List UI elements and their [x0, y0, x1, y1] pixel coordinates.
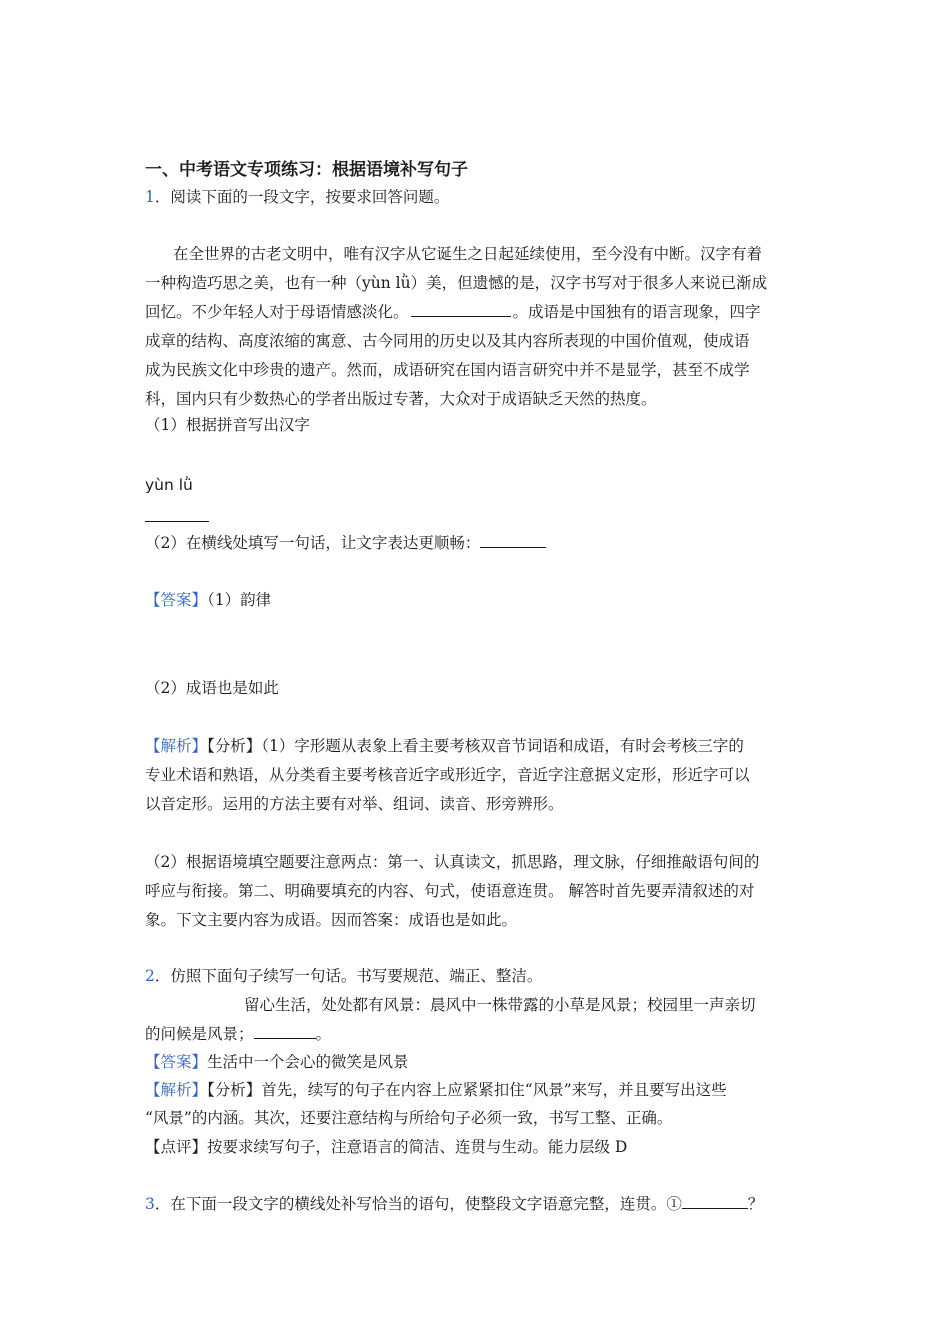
- pinyin: yùn lǜ: [145, 476, 193, 494]
- analysis-line: 专业术语和熟语，从分类看主要考核音近字或形近字，音近字注意据义定形，形近字可以: [145, 766, 750, 784]
- answer-2: （2）成语也是如此: [145, 679, 279, 697]
- answer-blank: [145, 521, 209, 522]
- passage-line: 科，国内只有少数热心的学者出版过专著，大众对于成语缺乏天然的热度。: [145, 390, 657, 408]
- blank-line: [682, 1194, 748, 1209]
- question-2-text: 留心生活，处处都有风景：晨风中一株带露的小草是风景；校园里一声亲切: [244, 996, 756, 1014]
- blank-line: [254, 1024, 316, 1039]
- question-number: 1: [145, 188, 155, 206]
- question-1-prompt: 1．阅读下面的一段文字，按要求回答问题。: [145, 188, 450, 206]
- passage-line: 成章的结构、高度浓缩的寓意、古今同用的历史以及其内容所表现的中国价值观，使成语: [145, 332, 750, 350]
- passage-line: 回忆。不少年轻人对于母语情感淡化。 。成语是中国独有的语言现象，四字: [145, 303, 761, 321]
- analysis-tag: 【解析】: [145, 1081, 208, 1099]
- comment-line: 【点评】按要求续写句子，注意语言的简洁、连贯与生动。能力层级 D: [145, 1138, 628, 1156]
- question-number: 3: [145, 1195, 155, 1213]
- passage-line: 在全世界的古老文明中，唯有汉字从它诞生之日起延续使用，至今没有中断。汉字有着: [173, 245, 763, 263]
- question-2-text: 的问候是风景； 。: [145, 1025, 332, 1043]
- answer: 【答案】生活中一个会心的微笑是风景: [145, 1053, 409, 1071]
- answer-tag: 【答案】: [145, 591, 208, 609]
- analysis-line: 象。下文主要内容为成语。因而答案：成语也是如此。: [145, 911, 518, 929]
- analysis-line: 【解析】【分析】（1）字形题从表象上看主要考核双音节词语和成语，有时会考核三字的: [145, 737, 744, 755]
- question-3-prompt: 3．在下面一段文字的横线处补写恰当的语句，使整段文字语意完整，连贯。① ？: [145, 1195, 764, 1213]
- section-title: 一、中考语文专项练习：根据语境补写句子: [145, 160, 468, 180]
- sub-question-2: （2）在横线处填写一句话，让文字表达更顺畅：: [145, 533, 546, 553]
- question-2-prompt: 2．仿照下面句子续写一句话。书写要规范、端正、整洁。: [145, 967, 543, 985]
- answer-tag: 【答案】: [145, 1053, 208, 1071]
- answer-1: 【答案】（1）韵律: [145, 591, 272, 609]
- analysis-line: 【解析】【分析】首先，续写的句子在内容上应紧紧扣住“风景”来写，并且要写出这些: [145, 1081, 727, 1099]
- analysis-line: “风景”的内涵。其次，还要注意结构与所给句子必须一致，书写工整、正确。: [145, 1109, 673, 1127]
- blank-line: [411, 302, 511, 317]
- passage-line: 一种构造巧思之美，也有一种（yùn lǜ）美，但遗憾的是，汉字书写对于很多人来说已渐成: [145, 274, 768, 292]
- analysis-line: 呼应与衔接。第二、明确要填充的内容、句式，使语意连贯。 解答时首先要弄清叙述的对: [145, 882, 755, 900]
- passage-line: 成为民族文化中珍贵的遗产。然而，成语研究在国内语言研究中并不是显学，甚至不成学: [145, 361, 750, 379]
- analysis-tag: 【解析】: [145, 737, 208, 755]
- sub-question-1: （1）根据拼音写出汉字: [145, 416, 310, 434]
- analysis-line: 以音定形。运用的方法主要有对举、组词、读音、形旁辨形。: [145, 795, 564, 813]
- blank-line: [480, 533, 546, 548]
- analysis-line: （2）根据语境填空题要注意两点：第一、认真读文，抓思路，理文脉，仔细推敲语句间的: [145, 853, 760, 871]
- question-number: 2: [145, 967, 155, 985]
